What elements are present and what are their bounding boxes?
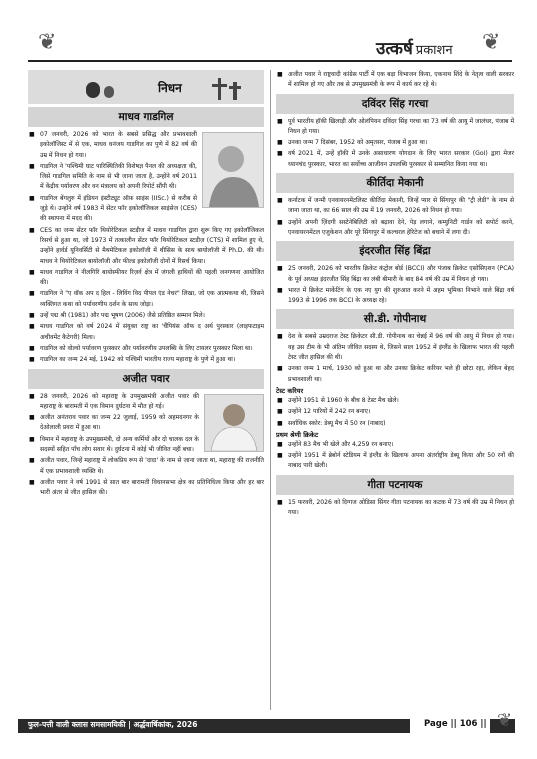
list-item: ■ उन्होंने 1951 में ब्रेबोर्न स्टेडियम में इंग्लैंड के खिलाफ अपना अंतर्राष्ट्रीय डेब्यू किया और 50 रनों की नाबाद पारी खेली।	[276, 451, 514, 472]
list-item: ■ उनका जन्म 1 मार्च, 1930 को हुआ था और उनका क्रिकेट करियर भले ही छोटा रहा, लेकिन बेहद प्रभावशाली था।	[276, 364, 514, 385]
gadgil-list	[28, 130, 264, 366]
section-title: इंदरजीत सिंह बिंद्रा	[276, 241, 514, 261]
first-class-list	[276, 440, 514, 472]
column-divider	[270, 70, 271, 710]
list-item: ■ माधव गाडगिल को वर्ष 2024 में संयुक्त राष्ट्र का 'चैंपियंस ऑफ द अर्थ पुरस्कार (लाइफटाइम अचीवमेंट कैटेगरी) मिला।	[28, 322, 264, 343]
tombstone-icon	[28, 70, 264, 104]
section-title: सी.डी. गोपीनाथ	[276, 309, 514, 329]
list-item: ■ CES का जन्म सेंटर फॉर थियोरेटिकल स्टडीज में माधव गाडगिल द्वारा शुरू किए गए इकोलॉजिकल रिसर्च से हुआ था, जो 1973 में तत्कालीन सेंटर फॉर थियोरेटिकल स्टडीज़ (CTS) में शामिल हुए थे, उन्होंने हार्वर्ड यूनिवर्सिटी से मैथमेटिकल इकोलॉजी में थीसिस के साथ बायोलॉजी में Ph.D. की थी। माधव ने थियोरेटिकल बायोलॉजी और फील्ड इकोलॉजी दोनों में रिसर्च किया।	[28, 226, 264, 267]
sub-heading: प्रथम श्रेणी क्रिकेट	[276, 430, 319, 439]
pawar-list	[28, 392, 264, 499]
page-number: Page || 106 ||	[424, 719, 487, 729]
footer-title: फुल-पत्ती वाली क्लास समसामयिकी | अर्द्धवार्षिकांक, 2026	[28, 720, 198, 729]
list-item: ■ उन्होंने 83 मैच भी खेले और 4,259 रन बनाए।	[276, 440, 514, 450]
list-item: ■ अजीत पवार ने राष्ट्रवादी कांग्रेस पार्टी में एक बड़ा विभाजन किया, एकनाथ शिंदे के नेतृत्व वाली सरकार में शामिल हो गए और तब से उपमुख्यमंत्री के रूप में कार्य कर रहे थे।	[276, 70, 514, 91]
list-item: ■ उन्हें पद्म श्री (1981) और पद्म भूषण (2006) जैसे प्रतिष्ठित सम्मान मिले।	[28, 311, 264, 321]
sub-heading: टेस्ट करियर	[276, 386, 304, 395]
list-item: ■ गाडगिल को वोल्वो पर्यावरण पुरस्कार और पर्यावरणीय उपलब्धि के लिए टायलर पुरस्कार मिला था।	[28, 344, 264, 354]
list-item: ■ उन्होंने 12 पारियों में 242 रन बनाए।	[276, 407, 514, 417]
gopinath-list	[276, 332, 514, 384]
list-item: ■ गाडगिल बेंगलुरु में इंडियन इंस्टीट्यूट ऑफ़ साइंस (IISc.) से करीब से जुड़े थे। उन्होंने वर्ष 1983 में सेंटर फॉर इकोलॉजिकल साइंसेज (CES) की स्थापना में मदद की।	[28, 194, 264, 225]
bindra-list	[276, 264, 514, 306]
list-item: ■ अजीत पवार ने वर्ष 1991 से सात बार बारामती विधानसभा क्षेत्र का प्रतिनिधित्व किया और हर बार भारी अंतर से जीत हासिल की।	[28, 478, 264, 499]
brand-name: उत्कर्ष	[376, 39, 413, 59]
list-item: ■ उन्होंने 1951 से 1960 के बीच 8 टेस्ट मैच खेले।	[276, 396, 514, 406]
brand-sub: प्रकाशन	[415, 43, 453, 58]
list-item: ■ देश के सबसे उम्रदराज टेस्ट क्रिकेटर सी.डी. गोपीनाथ का चेन्नई में 96 वर्ष की आयु में निधन हो गया। वह उस टीम के भी अंतिम जीवित सदस्य थे, जिसने साल 1952 में इंग्लैंड के खिलाफ भारत की पहली टेस्ट जीत हासिल की थी।	[276, 332, 514, 363]
list-item: ■ 07 जनवरी, 2026 को भारत के सबसे प्रसिद्ध और प्रभावशाली इकोलॉजिस्ट में से एक, माधव धनंजय गाडगिल का पुणे में 82 वर्ष की उम्र में निधन हो गया।	[28, 130, 264, 161]
brand-logo	[376, 36, 453, 59]
flourish-right-icon: ❦	[482, 30, 501, 55]
list-item: ■ 28 जनवरी, 2026 को महाराष्ट्र के उपमुख्यमंत्री अजीत पवार की महाराष्ट्र के बारामती में एक विमान दुर्घटना में मौत हो गई।	[28, 392, 264, 413]
section-title: गीता पटनायक	[276, 475, 514, 495]
list-item: ■ पूर्व भारतीय हॉकी खिलाड़ी और ओलंपियन दविंदर सिंह गरचा का 73 वर्ष की आयु में जालंधर, पंजाब में निधन हो गया।	[276, 117, 514, 138]
mekani-list	[276, 196, 514, 238]
list-item: ■ वर्ष 2021 में, उन्हें हॉकी में उनके असाधारण योगदान के लिए भारत सरकार (GoI) द्वारा मेजर ध्यानचंद पुरस्कार, भारत का सर्वोच्च आजीवन उपलब्धि पुरस्कार से सम्मानित किया गया था।	[276, 149, 514, 170]
list-item: ■ गाडगिल का जन्म 24 मई, 1942 को पश्चिमी भारतीय राज्य महाराष्ट्र के पुणे में हुआ था।	[28, 355, 264, 365]
list-item: ■ गाडगिल ने 'पश्चिमी घाट पारिस्थितिकी विशेषज्ञ पैनल की अध्यक्षता की, जिसे गाडगिल समिति के नाम से भी जाना जाता है, उन्होंने वर्ष 2011 में केंद्रीय पर्यावरण और वन मंत्रालय को अपनी रिपोर्ट सौंपी थी।	[28, 162, 264, 193]
list-item: ■ विमान में महाराष्ट्र के उपमुख्यमंत्री, दो अन्य कर्मियों और दो चालक दल के सदस्यों सहित पाँच लोग सवार थे। दुर्घटना में कोई भी जीवित नहीं बचा।	[28, 435, 264, 456]
list-item: ■ भारत में क्रिकेट मार्केटिंग के एक नए युग की शुरुआत करने में अहम भूमिका निभाने वाले बिंद्रा वर्ष 1993 से 1996 तक BCCI के अध्यक्ष रहे।	[276, 286, 514, 307]
left-column	[28, 70, 264, 500]
test-career-list	[276, 396, 514, 429]
list-item: ■ गाडगिल ने "ए वॉक अप द हिल - लिविंग विद पीपल एंड नेचर" लिखा, जो एक आत्मकथा थी, जिसने व्यक्तिगत कथा को पर्यावरणीय दर्शन के साथ जोड़ा।	[28, 289, 264, 310]
section-title: दविंदर सिंह गरचा	[276, 94, 514, 114]
pawar-continued-list	[276, 70, 514, 91]
list-item: ■ उनका जन्म 7 दिसंबर, 1952 को अमृतसर, पंजाब में हुआ था।	[276, 138, 514, 148]
list-item: ■ कर्नाटक में जन्मी एनवायरनमेंटलिस्ट कीर्तिदा मेकानी, जिन्हें प्यार से सिंगापुर की "ट्री लेडी" के नाम से जाना जाता था, का 66 साल की उम्र में 19 जनवरी, 2026 को निधन हो गया।	[276, 196, 514, 217]
garcha-list	[276, 117, 514, 170]
list-item: ■ अजीत अनंतराव पवार का जन्म 22 जुलाई, 1959 को अहमदनगर के देओलाली प्रवरा में हुआ था।	[28, 413, 264, 434]
header-rule	[28, 60, 512, 62]
list-item: ■ अजीत पवार, जिन्हें महाराष्ट्र में लोकप्रिय रूप से 'दादा' के नाम से जाना जाता था, महाराष्ट्र की राजनीति में एक प्रभावशाली व्यक्ति थे।	[28, 456, 264, 477]
flourish-left-icon: ❦	[38, 30, 57, 55]
section-title: कीर्तिदा मेकानी	[276, 173, 514, 193]
patnaik-list	[276, 498, 514, 519]
flourish-footer-icon: ❦	[497, 710, 513, 731]
list-item: ■ 25 जनवरी, 2026 को भारतीय क्रिकेट कंट्रोल बोर्ड (BCCI) और पंजाब क्रिकेट एसोसिएशन (PCA) के पूर्व अध्यक्ष इंदरजीत सिंह बिंद्रा का लंबी बीमारी के बाद 84 वर्ष की उम्र में निधन हो गया।	[276, 264, 514, 285]
nidhan-title: निधन	[158, 81, 182, 95]
list-item: ■ सर्वाधिक स्कोर: डेब्यू मैच में 50 रन (नाबाद)	[276, 419, 514, 429]
list-item: ■ उन्होंने अपनी ज़िंदगी सस्टेनेबिलिटी को बढ़ावा देने, पेड़ लगाने, कम्युनिटी गार्डन को सपोर्ट करने, एनवायरनमेंटल एजुकेशन और पूरे सिंगापुर में कल्चरल हेरिटेज को बचाने में लगा दी।	[276, 218, 514, 239]
nidhan-banner	[28, 70, 264, 104]
right-column	[276, 70, 514, 519]
section-title: माधव गाडगिल	[28, 107, 264, 127]
list-item: ■ माधव गाडगिल ने नीलगिरि बायोस्फीयर रिज़र्व क्षेत्र में जंगली हाथियों की पहली जनगणना आयोजित की।	[28, 268, 264, 289]
list-item: ■ 15 फरवरी, 2026 को दिग्गज ओडिसा सिंगर गीता पटनायक का कटक में 73 वर्ष की उम्र में निधन हो गया।	[276, 498, 514, 519]
section-title: अजीत पवार	[28, 369, 264, 389]
